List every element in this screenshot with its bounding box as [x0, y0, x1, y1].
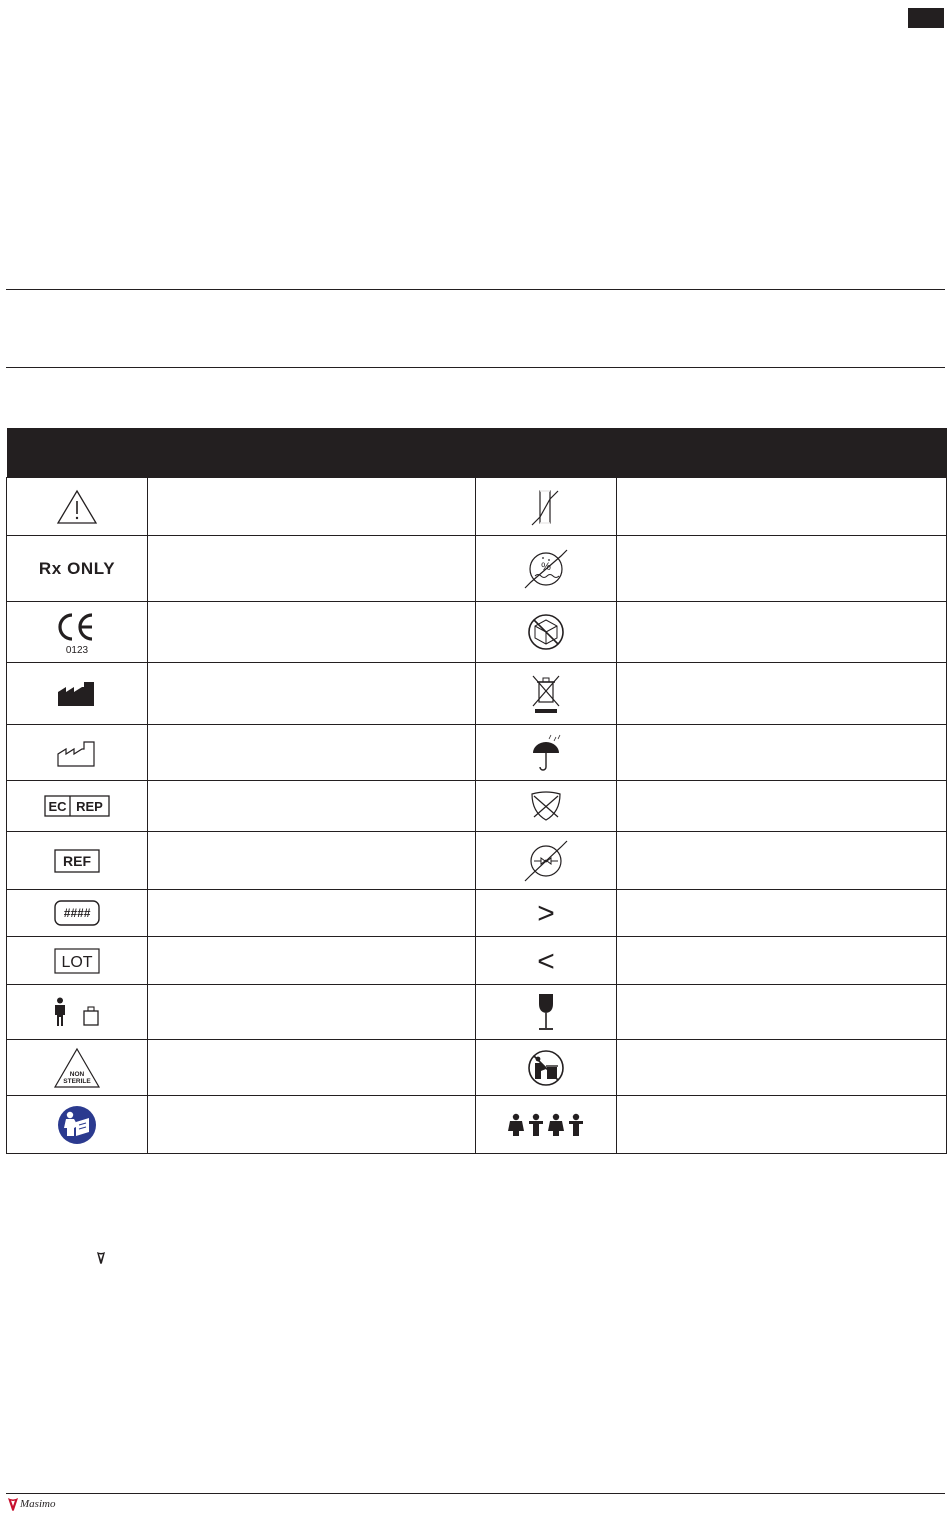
- description-cell: [617, 890, 947, 937]
- table-row: [7, 1040, 947, 1096]
- atmospheric-pressure-limitation-icon: [523, 837, 569, 885]
- patient-weight-icon: [50, 997, 104, 1027]
- symbols-table: [6, 428, 947, 1154]
- do-not-discard-icon: [525, 1047, 567, 1089]
- symbol-cell: [476, 832, 617, 890]
- table-row: [7, 781, 947, 832]
- description-cell: [617, 781, 947, 832]
- ref-text: REF: [63, 852, 91, 869]
- symbol-cell: [7, 1096, 148, 1154]
- description-cell: [148, 602, 476, 663]
- date-of-manufacture-icon: [56, 738, 98, 768]
- symbol-cell: [7, 781, 148, 832]
- table-row: [7, 832, 947, 890]
- svg-text:%: %: [541, 560, 551, 573]
- masimo-logo: [7, 1497, 55, 1511]
- temperature-limitation-icon: [526, 487, 566, 527]
- lot-number-icon: [54, 948, 100, 974]
- lot-text: LOT: [61, 953, 93, 971]
- description-cell: [148, 832, 476, 890]
- description-cell: [148, 985, 476, 1040]
- symbol-cell: [476, 985, 617, 1040]
- sterile-text: STERILE: [63, 1077, 91, 1085]
- description-cell: [617, 602, 947, 663]
- masimo-mark-icon: [96, 1251, 106, 1265]
- description-cell: [617, 985, 947, 1040]
- symbol-cell: [476, 1096, 617, 1154]
- symbol-cell: [7, 1040, 148, 1096]
- description-cell: [617, 1096, 947, 1154]
- table-row: [7, 602, 947, 663]
- weee-disposal-icon: [529, 672, 563, 716]
- ec-rep-icon: [44, 795, 110, 817]
- symbol-cell: [476, 602, 617, 663]
- symbol-cell: [7, 937, 148, 985]
- ec-text: EC: [48, 799, 67, 814]
- humidity-limitation-icon: [523, 546, 569, 592]
- less-than-icon: [533, 947, 559, 975]
- symbol-cell: [7, 985, 148, 1040]
- do-not-use-if-damaged-icon: [525, 611, 567, 653]
- svg-text:<: <: [537, 946, 555, 975]
- manufacturer-icon: [56, 680, 98, 708]
- table-row: [7, 663, 947, 725]
- ce-mark-icon: [55, 609, 99, 655]
- table-row: [7, 890, 947, 937]
- model-number-icon: [54, 900, 100, 926]
- table-row: [7, 478, 947, 536]
- description-cell: [617, 536, 947, 602]
- footer-rule: [6, 1493, 945, 1494]
- table-row: [7, 985, 947, 1040]
- header-cell-description-left: [148, 428, 476, 478]
- description-cell: [148, 663, 476, 725]
- description-cell: [617, 937, 947, 985]
- section-rule-bottom: [6, 367, 945, 368]
- description-cell: [148, 937, 476, 985]
- svg-text:>: >: [537, 899, 555, 927]
- non-text: NON: [69, 1070, 85, 1078]
- symbol-cell: [7, 832, 148, 890]
- keep-dry-icon: [529, 733, 563, 773]
- symbol-cell: [476, 536, 617, 602]
- table-row: [7, 1096, 947, 1154]
- description-cell: [617, 725, 947, 781]
- symbol-cell: [476, 781, 617, 832]
- description-cell: [617, 478, 947, 536]
- symbol-cell: [476, 478, 617, 536]
- follow-instructions-for-use-icon: [56, 1104, 98, 1146]
- rx-only-symbol: Rx ONLY: [38, 558, 116, 578]
- symbols-table-header: [7, 428, 947, 478]
- notified-body-number: 0123: [65, 645, 89, 655]
- symbol-cell: [476, 890, 617, 937]
- section-rule-top: [6, 289, 945, 290]
- symbol-cell: [7, 536, 148, 602]
- description-cell: [617, 1040, 947, 1096]
- symbol-cell: [7, 478, 148, 536]
- symbol-cell: [7, 890, 148, 937]
- description-cell: [617, 832, 947, 890]
- rep-text: REP: [76, 799, 103, 814]
- non-sterile-icon: [53, 1047, 101, 1089]
- header-cell-symbol-left: [7, 428, 148, 478]
- header-cell-symbol-right: [476, 428, 617, 478]
- multiple-patient-icons: [506, 1113, 586, 1137]
- catalogue-number-icon: [54, 849, 100, 873]
- symbol-cell: [476, 725, 617, 781]
- symbol-cell: [7, 663, 148, 725]
- fragile-icon: [531, 992, 561, 1032]
- not-made-with-latex-icon: [529, 790, 563, 822]
- description-cell: [148, 725, 476, 781]
- language-tab: [908, 8, 944, 28]
- description-cell: [148, 1040, 476, 1096]
- description-cell: [148, 478, 476, 536]
- symbol-cell: [476, 1040, 617, 1096]
- header-cell-description-right: [617, 428, 947, 478]
- symbol-cell: [7, 602, 148, 663]
- model-number-text: ####: [63, 906, 91, 920]
- description-cell: [148, 1096, 476, 1154]
- caution-triangle-icon: [56, 489, 98, 525]
- symbol-cell: [476, 663, 617, 725]
- masimo-logo-icon: [7, 1497, 19, 1511]
- symbol-cell: [7, 725, 148, 781]
- masimo-logo-text: Masimo: [20, 1498, 56, 1510]
- greater-than-icon: [533, 899, 559, 927]
- description-cell: [148, 781, 476, 832]
- description-cell: [148, 536, 476, 602]
- table-row: [7, 536, 947, 602]
- table-row: [7, 937, 947, 985]
- description-cell: [617, 663, 947, 725]
- table-row: [7, 725, 947, 781]
- symbol-cell: [476, 937, 617, 985]
- description-cell: [148, 890, 476, 937]
